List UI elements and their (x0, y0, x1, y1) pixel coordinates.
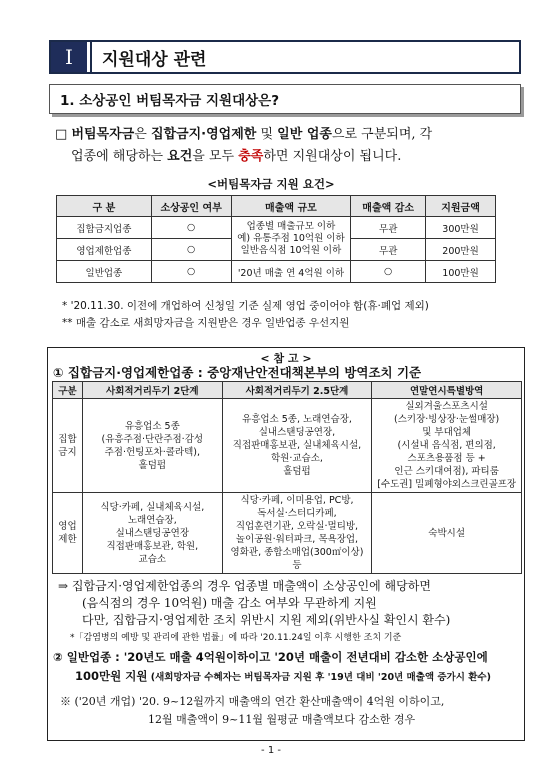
table-header-cell: 구 분 (57, 196, 152, 217)
heading-2-paren: (새희망자금 수혜자는 버팀목자금 지원 후 '19년 대비 '20년 매출액 증가시 환수) (147, 672, 491, 683)
section-header (49, 40, 521, 74)
intro-bold-10: 충족 (238, 149, 264, 164)
table-cell: ○ (151, 261, 231, 283)
reference-note (60, 693, 522, 729)
arrow-line-2: (음식점의 경우 10억원) 매출 감소 여부와 무관하게 지원 (82, 596, 377, 610)
section-number: Ⅰ (51, 42, 87, 72)
reference-heading-1: ① 집합금지·영업제한업종 : 중앙재난안전대책본부의 방역조치 기준 (53, 365, 422, 380)
intro-bold-5: 일반 업종 (277, 127, 332, 142)
note-line-2: 12월 매출액이 9~11월 월평균 매출액보다 감소한 경우 (148, 713, 416, 726)
table-header-cell: 구분 (53, 382, 83, 399)
row-label: 영업 제한 (53, 493, 83, 574)
note-line-1: ※ ('20년 개업) '20. 9~12월까지 매출액의 연간 환산매출액이 4억원 이하이고, (60, 695, 445, 708)
table-cell: ○ (351, 261, 426, 283)
intro-text-2: 은 (134, 127, 151, 142)
table-row (53, 493, 522, 574)
table-row (53, 399, 522, 493)
bullet-square: □ (55, 127, 68, 142)
table-cell: 식당·카페, 실내체육시설, 노래연습장, 실내스탠딩공연장 직접판매홍보관, 학원, 교습소 (82, 493, 222, 574)
table-header-cell: 사회적거리두기 2단계 (82, 382, 222, 399)
table-header-cell: 지원금액 (426, 196, 496, 217)
reference-box (47, 347, 525, 741)
table-header-cell: 소상공인 여부 (151, 196, 231, 217)
intro-text-4: 및 (256, 127, 278, 142)
intro-bold-1: 버팀목자금 (71, 127, 135, 142)
heading-2-strong: 100만원 지원 (75, 669, 148, 683)
page-number: - 1 - (261, 745, 281, 756)
table-header-cell: 매출액 감소 (351, 196, 426, 217)
table-cell: 식당·카페, 이미용업, PC방, 독서실·스터디카페, 직업훈련기관, 오락실·멀티방, 놀이공원·워터파크, 목욕장업, 영화관, 종합소매업(300㎡이상) 등 (222, 493, 372, 574)
table-header-cell: 매출액 규모 (231, 196, 351, 217)
heading-2-line-1: ② 일반업종 : '20년도 매출 4억원이하이고 '20년 매출이 전년대비 감소한 소상공인에 (53, 650, 488, 664)
reference-title: < 참 고 > (260, 352, 312, 365)
arrow-line-3: 다만, 집합금지·영업제한 조치 위반시 지원 제외(위반사실 확인시 환수) (82, 613, 451, 627)
intro-text-11: 하면 지원대상이 됩니다. (263, 149, 402, 164)
table-cell: '20년 매출 연 4억원 이하 (231, 261, 351, 283)
requirements-table-title: <버팀목자금 지원 요건> (207, 177, 335, 191)
section-title: 지원대상 관련 (102, 49, 207, 70)
footnote: ** 매출 감소로 새희망자금을 지원받은 경우 일반업종 우선지원 (62, 317, 350, 329)
table-row (57, 261, 496, 283)
table-cell: ○ (151, 217, 231, 239)
intro-text-7: 업종에 해당하는 (71, 149, 168, 164)
table-row (57, 217, 496, 239)
table-header-row (53, 382, 522, 399)
intro-text-9: 을 모두 (192, 149, 239, 164)
table-cell: 무관 (351, 239, 426, 261)
table-cell: ○ (151, 239, 231, 261)
row-label: 집합 금지 (53, 399, 83, 493)
reference-arrow-paragraph (58, 578, 520, 629)
table-header-cell: 연말연시특별방역 (372, 382, 522, 399)
heading-2-line-2 (53, 667, 523, 687)
table-cell: 집합금지업종 (57, 217, 152, 239)
intro-bold-3: 집합금지·영업제한 (150, 127, 257, 142)
table-cell: 200만원 (426, 239, 496, 261)
table-cell: 유흥업소 5종 (유흥주점·단란주점·감성 주점·헌팅포차·콜라텍), 홀덤펍 (82, 399, 222, 493)
table-cell: 영업제한업종 (57, 239, 152, 261)
table-cell: 100만원 (426, 261, 496, 283)
intro-line-2 (55, 146, 525, 168)
question-box: 1. 소상공인 버팀목자금 지원대상은? (49, 84, 521, 114)
table-cell-merged-sales: 업종별 매출규모 이하 예) 유통주점 10억원 이하 일반음식점 10억원 이하 (231, 217, 351, 261)
reference-heading-2 (53, 648, 523, 687)
table-header-row (57, 196, 496, 217)
footnotes (62, 298, 429, 332)
footnote: * '20.11.30. 이전에 개업하여 신청일 기준 실제 영업 중이어야 함(휴·폐업 제외) (62, 300, 429, 312)
table-cell: 300만원 (426, 217, 496, 239)
table-cell: 일반업종 (57, 261, 152, 283)
requirements-table (56, 195, 496, 283)
intro-paragraph (55, 124, 525, 168)
table-cell: 유흥업소 5종, 노래연습장, 실내스탠딩공연장, 직접판매홍보관, 실내체육시설, 학원·교습소, 홀덤펍 (222, 399, 372, 493)
table-cell: 무관 (351, 217, 426, 239)
arrow-line-1: ⇒ 집합금지·영업제한업종의 경우 업종별 매출액이 소상공인에 해당하면 (58, 579, 431, 593)
table-cell: 숙박시설 (372, 493, 522, 574)
intro-text-6: 으로 구분되며, 각 (331, 127, 433, 142)
table-cell: 실외겨울스포츠시설 (스키장·빙상장·눈썰매장) 및 부대업체 (시설내 음식점, 편의점, 스포츠용품점 등 + 인근 스키대여점), 파티룸 [수도권] 밀폐형야외스크린골프장 (372, 399, 522, 493)
table-header-cell: 사회적거리두기 2.5단계 (222, 382, 372, 399)
reference-small-note: *「감염병의 예방 및 관리에 관한 법률」에 따라 '20.11.24일 이후 시행한 조치 기준 (70, 633, 402, 643)
intro-bold-8: 요건 (167, 149, 193, 164)
quarantine-measures-table (52, 381, 522, 574)
